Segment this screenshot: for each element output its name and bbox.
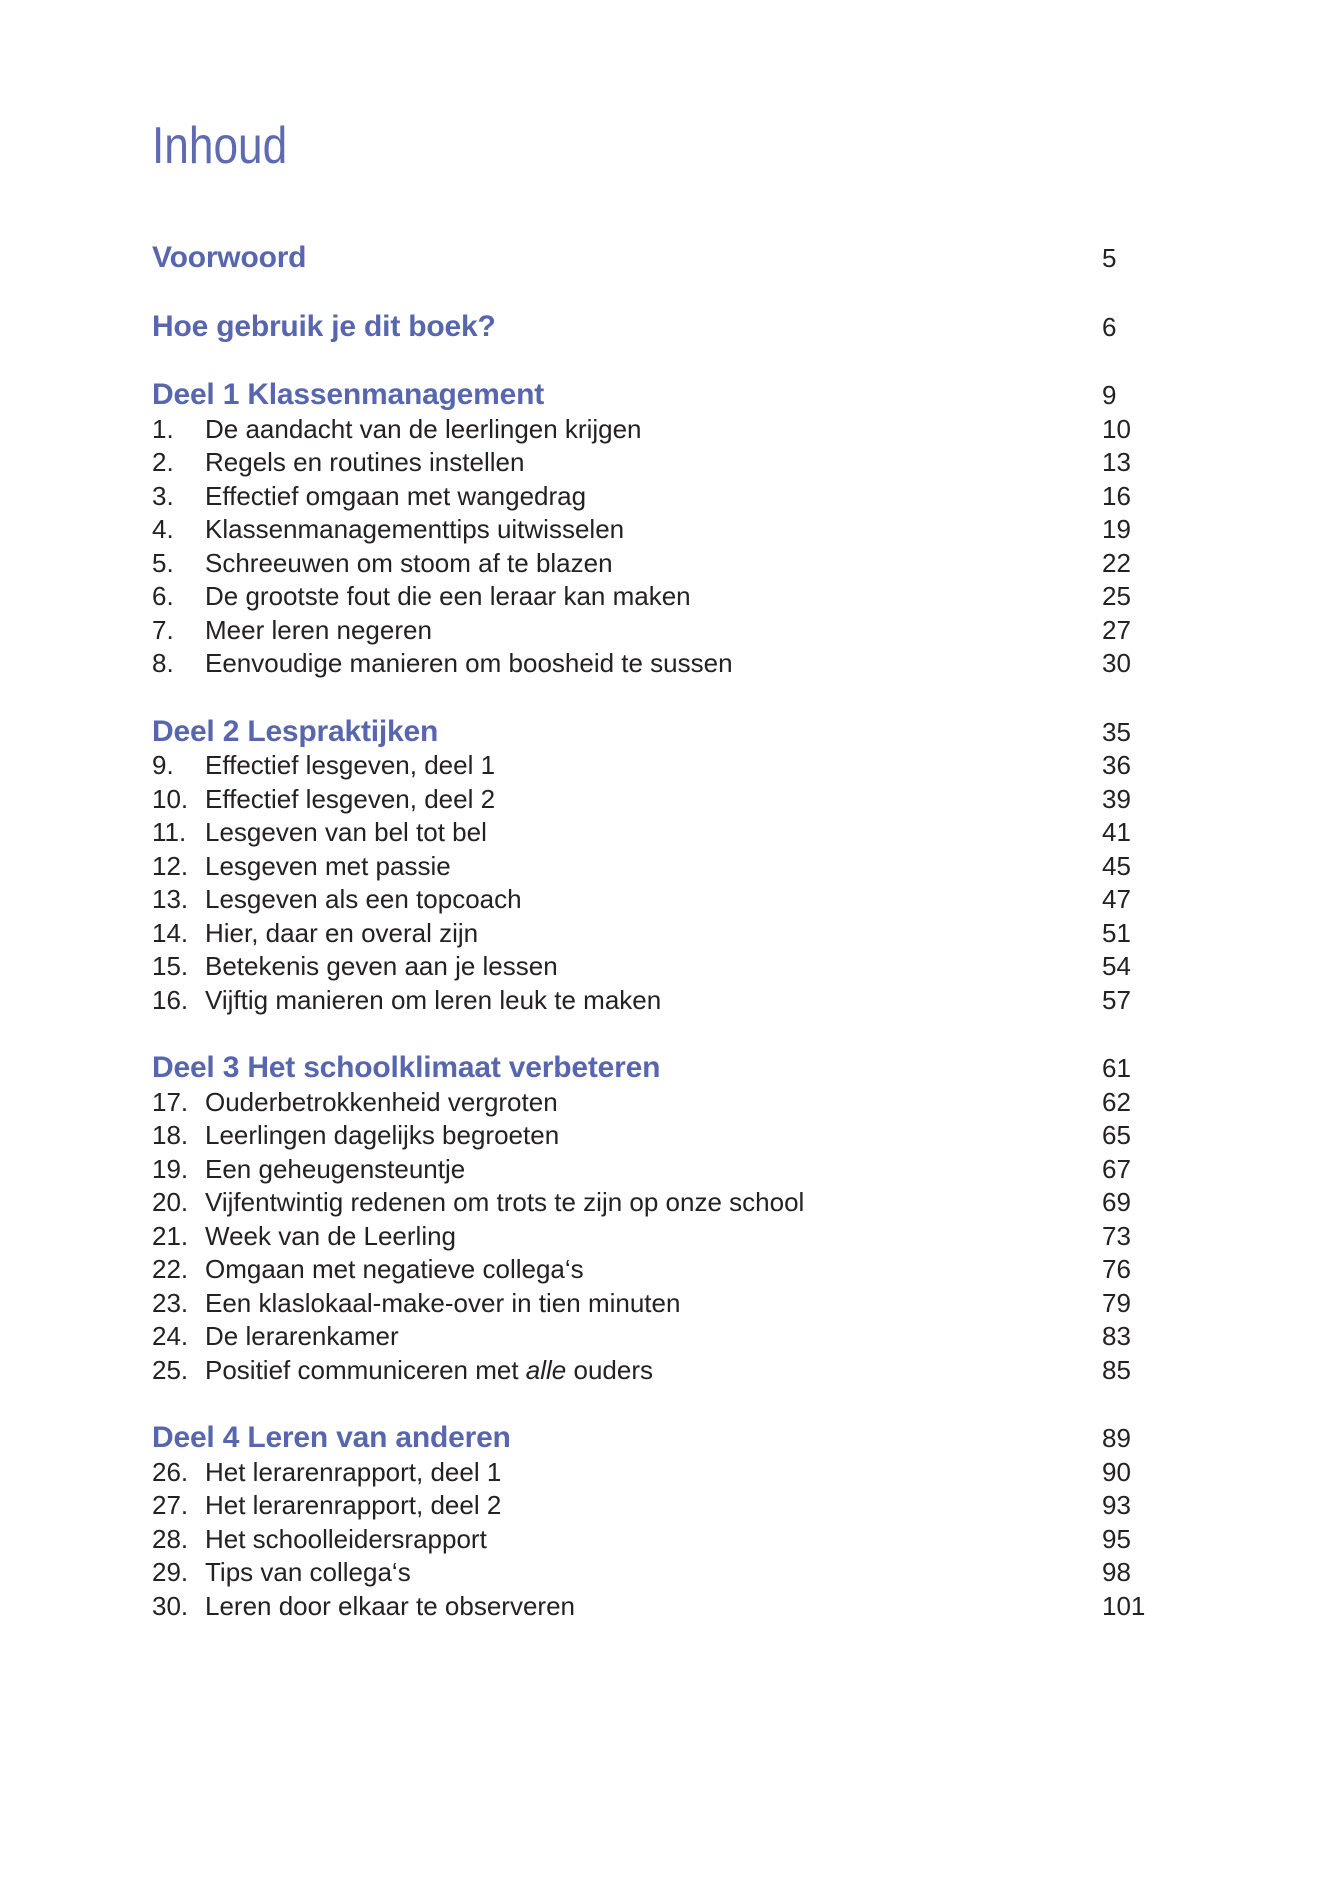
entry-page-number: 73 [1102, 1220, 1131, 1251]
entry-title-text: Hier, daar en overal zijn [205, 917, 479, 948]
section-heading-row [152, 378, 1182, 413]
toc-entry [152, 1489, 1182, 1523]
entry-title [205, 513, 1102, 547]
section-page-number: 35 [1102, 716, 1131, 747]
section-heading-row [152, 715, 1182, 750]
toc-entry [152, 1456, 1182, 1490]
entry-number: 9. [152, 750, 174, 780]
entry-page-number: 98 [1102, 1557, 1131, 1587]
entry-title [205, 850, 1102, 884]
entry-title [205, 1186, 1102, 1220]
entry-title [205, 413, 1102, 447]
entry-title [205, 1556, 1102, 1590]
entry-number: 26. [152, 1456, 189, 1487]
entry-page-number: 41 [1102, 817, 1131, 847]
entry-title [205, 446, 1102, 480]
entry-page-number: 45 [1102, 850, 1131, 881]
front-matter-label: Hoe gebruik je dit boek? [152, 309, 496, 343]
toc-entry [152, 1119, 1182, 1153]
entry-page-number: 67 [1102, 1153, 1131, 1184]
entry-title [205, 883, 1102, 917]
entry-title-text: Leerlingen dagelijks begroeten [205, 1120, 560, 1150]
entry-title [205, 614, 1102, 648]
section-heading: Deel 3 Het schoolklimaat verbeteren [152, 1051, 661, 1084]
entry-page-number: 95 [1102, 1523, 1131, 1554]
toc-entry [152, 413, 1182, 447]
entry-page-number: 27 [1102, 614, 1131, 645]
toc-entry [152, 984, 1182, 1018]
section-heading-row [152, 1421, 1182, 1456]
page-title: Inhoud [152, 117, 288, 175]
entry-title-text: De grootste fout die een leraar kan maken [205, 581, 691, 611]
entry-page-number: 79 [1102, 1287, 1131, 1318]
toc-entry [152, 547, 1182, 581]
entry-title-text: Positief communiceren met [205, 1354, 526, 1385]
entry-title-text: Omgaan met negatieve collega‘s [205, 1254, 584, 1284]
section-heading-row [152, 1051, 1182, 1086]
front-matter-label: Voorwoord [152, 241, 307, 274]
entry-title [205, 1320, 1102, 1354]
entry-title-text: Effectief lesgeven, deel 2 [205, 783, 496, 814]
entry-number: 17. [152, 1086, 189, 1117]
entry-title [205, 1119, 1102, 1153]
entry-number: 1. [152, 413, 174, 444]
entry-number: 15. [152, 951, 189, 981]
entry-number: 18. [152, 1120, 189, 1150]
toc-entry [152, 1220, 1182, 1254]
entry-title-text: Tips van collega‘s [205, 1557, 411, 1587]
entry-title-text: Lesgeven met passie [205, 850, 451, 881]
entry-number: 3. [152, 480, 174, 511]
toc-entry [152, 950, 1182, 984]
entry-page-number: 10 [1102, 413, 1131, 444]
entry-title-text: Klassenmanagementtips uitwisselen [205, 514, 625, 544]
entry-page-number: 30 [1102, 648, 1131, 678]
entry-page-number: 65 [1102, 1120, 1131, 1150]
entry-title-text: Eenvoudige manieren om boosheid te sussen [205, 648, 733, 678]
entry-page-number: 22 [1102, 547, 1131, 578]
entry-number: 10. [152, 783, 189, 814]
entry-title [205, 917, 1102, 951]
entry-title-text: Ouderbetrokkenheid vergroten [205, 1086, 558, 1117]
toc-section [152, 1421, 1336, 1623]
entry-title-text: Het lerarenrapport, deel 1 [205, 1456, 502, 1487]
entry-title-text: Vijftig manieren om leren leuk te maken [205, 984, 662, 1015]
entry-title [205, 1590, 1102, 1624]
entry-number: 24. [152, 1321, 189, 1351]
entry-title-text: Een geheugensteuntje [205, 1153, 466, 1184]
toc-entry [152, 883, 1182, 917]
front-matter-page-number: 5 [1102, 243, 1117, 273]
entry-page-number: 69 [1102, 1187, 1131, 1217]
toc-section [152, 1051, 1336, 1387]
entry-number: 7. [152, 614, 174, 645]
entry-title [205, 547, 1102, 581]
section-heading: Deel 4 Leren van anderen [152, 1421, 511, 1454]
entry-title-text: Schreeuwen om stoom af te blazen [205, 547, 613, 578]
entry-title-text: Een klaslokaal-make-over in tien minuten [205, 1287, 681, 1318]
toc-section [152, 715, 1336, 1018]
entry-title-text: Effectief omgaan met wangedrag [205, 480, 587, 511]
entry-title-text: Lesgeven van bel tot bel [205, 817, 487, 847]
section-page-number: 61 [1102, 1053, 1131, 1083]
entry-page-number: 101 [1102, 1590, 1146, 1621]
section-heading: Deel 2 Lespraktijken [152, 714, 439, 748]
entry-page-number: 25 [1102, 581, 1131, 611]
entry-number: 6. [152, 581, 174, 611]
entry-title-text: De lerarenkamer [205, 1321, 399, 1351]
toc-entry [152, 1590, 1182, 1624]
toc-section [152, 378, 1336, 681]
entry-title [205, 984, 1102, 1018]
entry-title-italic: alle [525, 1354, 567, 1385]
entry-page-number: 90 [1102, 1456, 1131, 1487]
entry-title-text: ouders [566, 1354, 654, 1385]
entry-title [205, 1220, 1102, 1254]
entry-number: 28. [152, 1523, 189, 1554]
section-page-number: 9 [1102, 380, 1117, 410]
entry-number: 16. [152, 984, 189, 1015]
toc-entry [152, 749, 1182, 783]
entry-title-text: Meer leren negeren [205, 614, 432, 645]
entry-number: 23. [152, 1287, 189, 1318]
entry-title-text: Effectief lesgeven, deel 1 [205, 750, 496, 780]
toc-entry [152, 1186, 1182, 1220]
entry-number: 30. [152, 1590, 189, 1621]
entry-title-text: Betekenis geven aan je lessen [205, 951, 558, 981]
entry-page-number: 51 [1102, 917, 1131, 948]
entry-page-number: 93 [1102, 1490, 1131, 1520]
toc-entry [152, 850, 1182, 884]
toc-entry [152, 1523, 1182, 1557]
toc-sections [152, 378, 1336, 1623]
section-heading: Deel 1 Klassenmanagement [152, 378, 545, 411]
toc-entry [152, 783, 1182, 817]
toc-entry [152, 647, 1182, 681]
entry-title [205, 580, 1102, 614]
toc-entry [152, 446, 1182, 480]
toc-entry [152, 816, 1182, 850]
toc-entry [152, 1320, 1182, 1354]
entry-page-number: 36 [1102, 750, 1131, 780]
entry-page-number: 16 [1102, 480, 1131, 511]
front-matter-list [152, 241, 1336, 344]
entry-title [205, 1153, 1102, 1187]
toc-entry [152, 580, 1182, 614]
entry-number: 12. [152, 850, 189, 881]
entry-title [205, 816, 1102, 850]
entry-number: 14. [152, 917, 189, 948]
toc-entry [152, 1556, 1182, 1590]
front-matter-page-number: 6 [1102, 311, 1117, 342]
entry-title [205, 1287, 1102, 1321]
entry-title [205, 749, 1102, 783]
entry-number: 22. [152, 1254, 189, 1284]
entry-title [205, 1354, 1102, 1388]
toc-entry [152, 480, 1182, 514]
entry-title-text: Regels en routines instellen [205, 447, 525, 477]
entry-title [205, 1086, 1102, 1120]
entry-number: 5. [152, 547, 174, 578]
entry-title-text: Het lerarenrapport, deel 2 [205, 1490, 502, 1520]
entry-title [205, 1489, 1102, 1523]
entry-number: 29. [152, 1557, 189, 1587]
entry-page-number: 39 [1102, 783, 1131, 814]
entry-number: 25. [152, 1354, 189, 1385]
entry-title [205, 480, 1102, 514]
entry-number: 21. [152, 1220, 189, 1251]
entry-page-number: 83 [1102, 1321, 1131, 1351]
entry-title-text: Het schoolleidersrapport [205, 1523, 487, 1554]
entry-title-text: Lesgeven als een topcoach [205, 884, 522, 914]
entry-page-number: 57 [1102, 984, 1131, 1015]
front-matter-entry [152, 310, 1182, 345]
entry-page-number: 76 [1102, 1254, 1131, 1284]
entry-page-number: 47 [1102, 884, 1131, 914]
toc-entry [152, 614, 1182, 648]
entry-number: 4. [152, 514, 174, 544]
entry-title [205, 1253, 1102, 1287]
entry-page-number: 54 [1102, 951, 1131, 981]
toc-entry [152, 1153, 1182, 1187]
front-matter-entry [152, 241, 1182, 276]
entry-number: 13. [152, 884, 189, 914]
entry-title [205, 950, 1102, 984]
section-page-number: 89 [1102, 1423, 1131, 1453]
entry-page-number: 62 [1102, 1086, 1131, 1117]
entry-title-text: Leren door elkaar te observeren [205, 1590, 576, 1621]
toc-entry [152, 1253, 1182, 1287]
toc-entry [152, 1354, 1182, 1388]
toc-entry [152, 917, 1182, 951]
entry-title [205, 1456, 1102, 1490]
entry-title-text: Week van de Leerling [205, 1220, 457, 1251]
entry-number: 19. [152, 1153, 189, 1184]
entry-number: 2. [152, 447, 174, 477]
entry-number: 8. [152, 648, 174, 678]
entry-title [205, 1523, 1102, 1557]
entry-number: 20. [152, 1187, 189, 1217]
toc-entry [152, 1086, 1182, 1120]
toc-entry [152, 1287, 1182, 1321]
entry-page-number: 19 [1102, 514, 1131, 544]
entry-title [205, 783, 1102, 817]
entry-title-text: Vijfentwintig redenen om trots te zijn op onze school [205, 1187, 805, 1217]
toc-entry [152, 513, 1182, 547]
entry-title [205, 647, 1102, 681]
entry-number: 27. [152, 1490, 189, 1520]
entry-page-number: 85 [1102, 1354, 1131, 1385]
entry-number: 11. [152, 817, 187, 847]
entry-title-text: De aandacht van de leerlingen krijgen [205, 413, 642, 444]
entry-page-number: 13 [1102, 447, 1131, 477]
